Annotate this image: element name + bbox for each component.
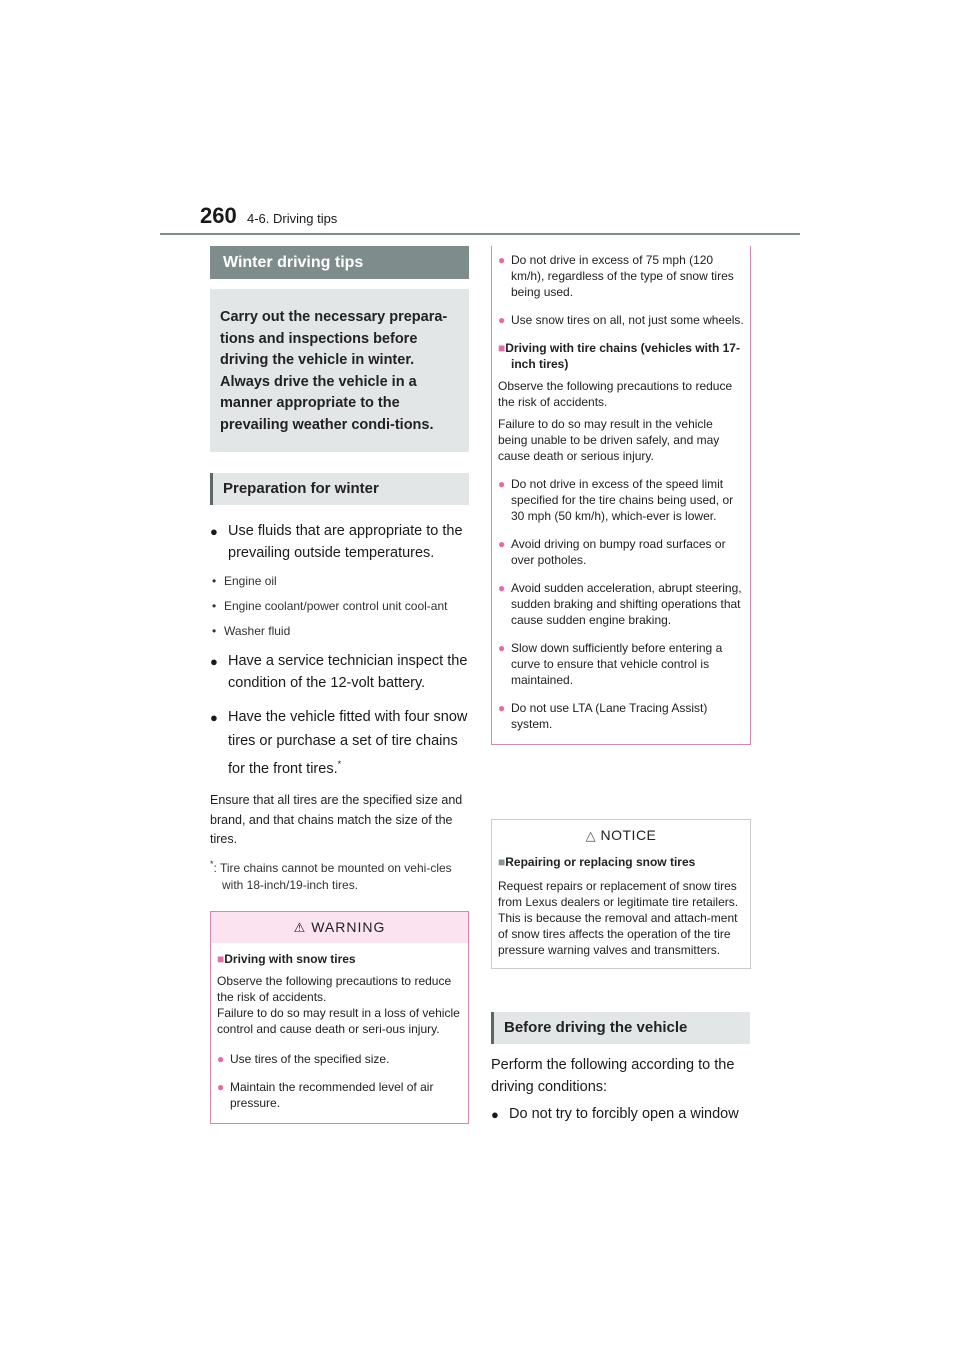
- notice-body: [492, 850, 750, 968]
- header-rule: [160, 233, 800, 235]
- bullet-snow-tires: ● Have the vehicle fitted with four snow tires or purchase a set of tire chains for the front tires.*: [210, 706, 469, 781]
- list-item: • Washer fluid: [212, 624, 291, 638]
- notice-subheading: ■Repairing or replacing snow tires: [498, 855, 696, 869]
- warning-text: Failure to do so may result in the vehicle being unable to be driven safely, and may cause death or serious injury.: [498, 417, 720, 463]
- warning-box: [210, 911, 469, 1124]
- warning-body: [211, 943, 468, 1123]
- warning-subheading: ■Driving with snow tires: [217, 951, 356, 966]
- list-item: • Engine coolant/power control unit cool-ant: [212, 599, 448, 613]
- notice-header: △ NOTICE: [585, 827, 657, 843]
- left-column: [210, 246, 469, 1124]
- warning-item: ● Maintain the recommended level of air pressure.: [217, 1079, 434, 1110]
- list-item: • Engine oil: [212, 574, 277, 588]
- warning-item: ● Avoid sudden acceleration, abrupt steering, sudden braking and shifting operations that cause sudden engine braking.: [498, 581, 742, 627]
- warning-text: Failure to do so may result in a loss of vehicle control and cause death or seri-ous injury.: [217, 1005, 460, 1036]
- section-heading: Winter driving tips: [210, 246, 469, 279]
- warning-item: ● Slow down sufficiently before entering a curve to ensure that vehicle control is maintained.: [498, 641, 723, 687]
- bullet-icon: ●: [210, 654, 218, 669]
- warning-item: ● Use tires of the specified size.: [217, 1051, 390, 1066]
- warning-item: ● Avoid driving on bumpy road surfaces or over potholes.: [498, 537, 726, 567]
- intro-box: Carry out the necessary prepara-tions and inspections before driving the vehicle in winter. Always drive the vehicle in a manner appropriate to the prevailing weather condi-tions.: [210, 289, 469, 452]
- warning-header: ⚠ WARNING: [211, 912, 468, 943]
- notice-text: This is because the removal and attach-ment of snow tires affects the operation of the tire pressure warning valves and transmitters.: [498, 911, 738, 957]
- bullet-icon: ●: [210, 710, 218, 725]
- warning-body: [492, 246, 750, 744]
- notice-box: [491, 819, 751, 969]
- warning-box-continued: [491, 246, 751, 745]
- subheading-preparation: Preparation for winter: [210, 473, 469, 505]
- bullet-icon: ●: [491, 1107, 499, 1122]
- warning-text: Observe the following precautions to reduce the risk of accidents.: [498, 379, 733, 409]
- warning-item: ● Do not drive in excess of the speed limit specified for the tire chains being used, or 30 mph (50 km/h), which-ever is lower.: [498, 477, 734, 523]
- warning-item: ● Do not drive in excess of 75 mph (120 km/h), regardless of the type of snow tires being used.: [498, 253, 734, 299]
- paragraph: Perform the following according to the driving conditions:: [491, 1057, 735, 1095]
- bullet-icon: ●: [210, 524, 218, 539]
- note-text: Ensure that all tires are the specified size and brand, and that chains match the size of the tires.: [210, 793, 463, 847]
- bullet-fluids: ● Use fluids that are appropriate to the prevailing outside temperatures.: [210, 523, 463, 561]
- footnote: *: Tire chains cannot be mounted on vehi-cles with 18-inch/19-inch tires.: [210, 858, 452, 892]
- bullet-battery: ● Have a service technician inspect the condition of the 12-volt battery.: [210, 653, 468, 691]
- bullet-window: ● Do not try to forcibly open a window: [491, 1104, 750, 1126]
- warning-item: ● Use snow tires on all, not just some wheels.: [498, 313, 744, 327]
- section-title: 4-6. Driving tips: [247, 211, 338, 226]
- warning-text: Observe the following precautions to reduce the risk of accidents.: [217, 973, 452, 1004]
- page-number: 260: [200, 203, 237, 228]
- subheading-before-driving: Before driving the vehicle: [491, 1012, 750, 1044]
- warning-item: ● Do not use LTA (Lane Tracing Assist) system.: [498, 701, 708, 731]
- notice-text: Request repairs or replacement of snow tires from Lexus dealers or legitimate tire retailers.: [498, 879, 739, 909]
- notice-icon: △: [585, 828, 597, 843]
- warning-icon: ⚠: [293, 919, 307, 935]
- warning-subheading: ■Driving with tire chains (vehicles with 17-inch tires): [498, 341, 740, 371]
- before-driving-section: [491, 1012, 750, 1126]
